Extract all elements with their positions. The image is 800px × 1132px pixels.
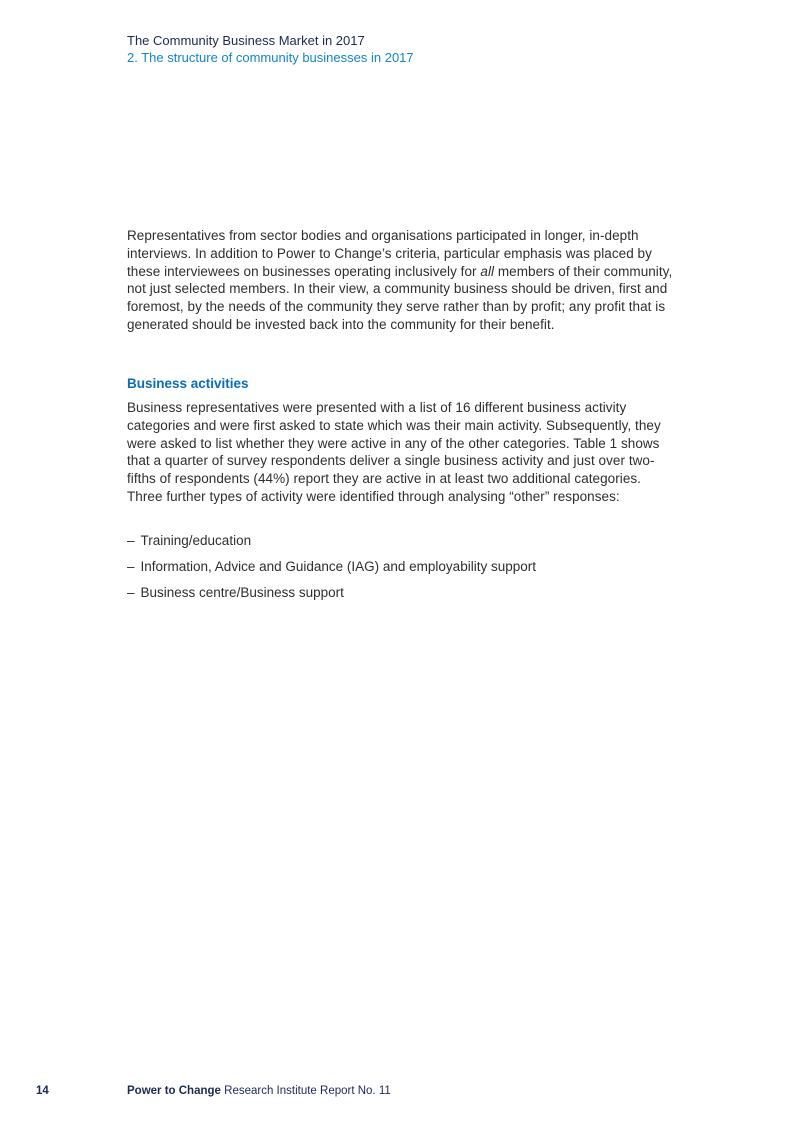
list-item xyxy=(127,532,676,550)
intro-paragraph-italic-word: all xyxy=(480,263,495,279)
intro-paragraph-text-end: members of their community, not just selected members. In their view, a community business should be driven, first and foremost, by the needs of the community they serve rather than by profit; any profit that is generated should be invested back into the community for their benefit. xyxy=(127,263,673,332)
bullet-text: Business centre/Business support xyxy=(140,585,344,600)
intro-paragraph xyxy=(127,227,676,334)
page-number: 14 xyxy=(36,1085,49,1097)
list-item xyxy=(127,584,676,602)
report-series-name: Research Institute Report No. 11 xyxy=(220,1085,391,1097)
list-item xyxy=(127,558,676,576)
publisher-line xyxy=(127,1084,391,1098)
bullet-text: Training/education xyxy=(140,533,252,548)
section-heading-business-activities: Business activities xyxy=(127,376,249,391)
chapter-title: 2. The structure of community businesses in 2017 xyxy=(127,50,414,65)
bullet-dash: – xyxy=(127,559,135,574)
report-title: The Community Business Market in 2017 xyxy=(127,33,365,48)
intro-paragraph-text-start: Representatives from sector bodies and organisations participated in longer, in-depth interviews. In addition to Power to Change’s criteria, particular emphasis was placed by these interviewees on businesses operating inclusively for xyxy=(127,228,652,279)
running-header xyxy=(127,32,414,66)
business-activities-paragraph: Business representatives were presented with a list of 16 different business activity categories and were first asked to state which was their main activity. Subsequently, they were asked to list whether they were active in any of the other categories. Table 1 shows that a quarter of survey respondents deliver a single business activity and just over two-fifths of respondents (44%) report they are active in at least two additional categories. Three further types of activity were identified through analysing “other” responses: xyxy=(127,400,661,504)
bullet-dash: – xyxy=(127,585,135,600)
activity-bullet-list xyxy=(127,532,676,610)
bullet-text: Information, Advice and Guidance (IAG) and employability support xyxy=(140,559,536,574)
publisher-name: Power to Change xyxy=(127,1085,221,1097)
bullet-dash: – xyxy=(127,533,135,548)
